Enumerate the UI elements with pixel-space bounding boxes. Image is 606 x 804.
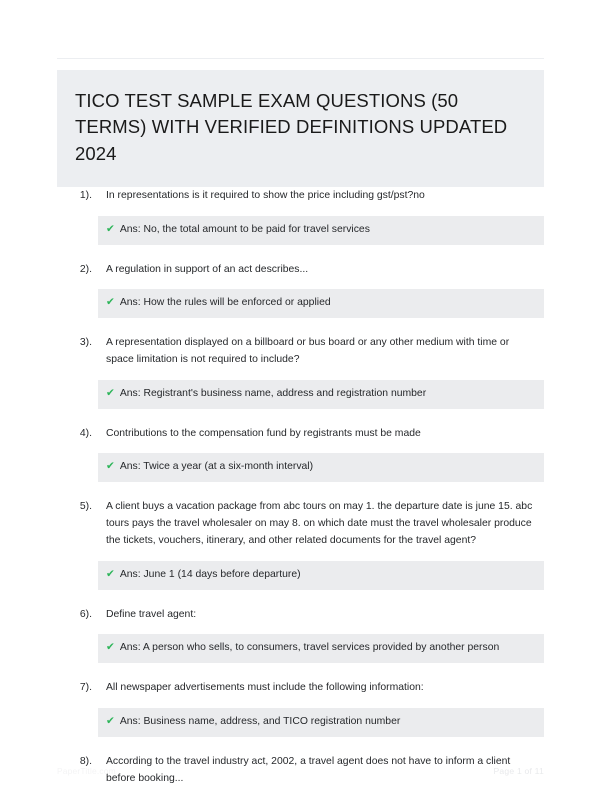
qa-block	[57, 188, 544, 245]
answer-box	[98, 634, 544, 663]
question-number: 3).	[79, 337, 92, 349]
answer-box	[98, 561, 544, 590]
question-row	[57, 426, 544, 443]
answer-box	[98, 708, 544, 737]
answer-text: Ans: June 1 (14 days before departure)	[119, 568, 301, 580]
answer-text: Ans: Business name, address, and TICO registration number	[119, 715, 401, 727]
check-icon: ✔	[106, 641, 115, 654]
question-answer-list	[57, 188, 544, 804]
answer-text: Ans: Twice a year (at a six-month interval)	[119, 461, 314, 473]
question-row	[57, 335, 544, 369]
qa-block	[57, 499, 544, 589]
qa-block	[57, 335, 544, 408]
question-text: A representation displayed on a billboard or bus board or any other medium with time or space limitation is not required to include?	[106, 337, 510, 366]
qa-block	[57, 607, 544, 664]
question-row	[57, 607, 544, 624]
question-number: 5).	[79, 501, 92, 513]
answer-text: Ans: How the rules will be enforced or applied	[119, 297, 331, 309]
check-icon: ✔	[106, 714, 115, 727]
question-number: 6).	[79, 608, 92, 620]
question-text: In representations is it required to show the price including gst/pst?no	[106, 190, 425, 201]
question-row	[57, 188, 544, 205]
question-number: 2).	[79, 263, 92, 275]
question-text: According to the travel industry act, 2002, a travel agent does not have to inform a client before booking...	[106, 755, 511, 784]
qa-block	[57, 680, 544, 737]
question-text: A client buys a vacation package from abc tours on may 1. the departure date is june 15. abc tours pays the travel wholesaler on may 8. on which date must the travel wholesaler produce the tickets, vouchers, itinerary, and other related documents for the travel agent?	[106, 501, 533, 546]
footer-watermark: PaperTitle.com	[57, 766, 116, 776]
page-title: TICO TEST SAMPLE EXAM QUESTIONS (50 TERMS) WITH VERIFIED DEFINITIONS UPDATED 2024	[75, 90, 508, 164]
question-number: 1).	[79, 190, 92, 201]
check-icon: ✔	[106, 386, 115, 399]
footer-page-number: Page 1 of 11	[493, 766, 544, 776]
header-divider	[57, 58, 544, 59]
question-text: A regulation in support of an act describes...	[106, 263, 309, 275]
check-icon: ✔	[106, 567, 115, 580]
check-icon: ✔	[106, 296, 115, 309]
answer-text: Ans: Registrant's business name, address and registration number	[119, 387, 427, 399]
question-number: 4).	[79, 427, 92, 439]
question-row	[57, 680, 544, 697]
answer-text: Ans: No, the total amount to be paid for travel services	[119, 223, 370, 235]
qa-block	[57, 262, 544, 319]
question-text: Define travel agent:	[106, 608, 197, 620]
answer-box	[98, 216, 544, 245]
answer-box	[98, 289, 544, 318]
page-footer	[57, 766, 544, 776]
question-number: 8).	[79, 755, 92, 767]
check-icon: ✔	[106, 460, 115, 473]
question-row	[57, 499, 544, 550]
question-text: Contributions to the compensation fund by registrants must be made	[106, 427, 421, 439]
question-text: All newspaper advertisements must include the following information:	[106, 682, 424, 694]
question-row	[57, 262, 544, 279]
qa-block	[57, 426, 544, 483]
question-number: 7).	[79, 682, 92, 694]
answer-box	[98, 380, 544, 409]
document-title-band	[57, 70, 544, 187]
answer-box	[98, 453, 544, 482]
check-icon: ✔	[106, 222, 115, 235]
answer-text: Ans: A person who sells, to consumers, travel services provided by another person	[119, 642, 500, 654]
